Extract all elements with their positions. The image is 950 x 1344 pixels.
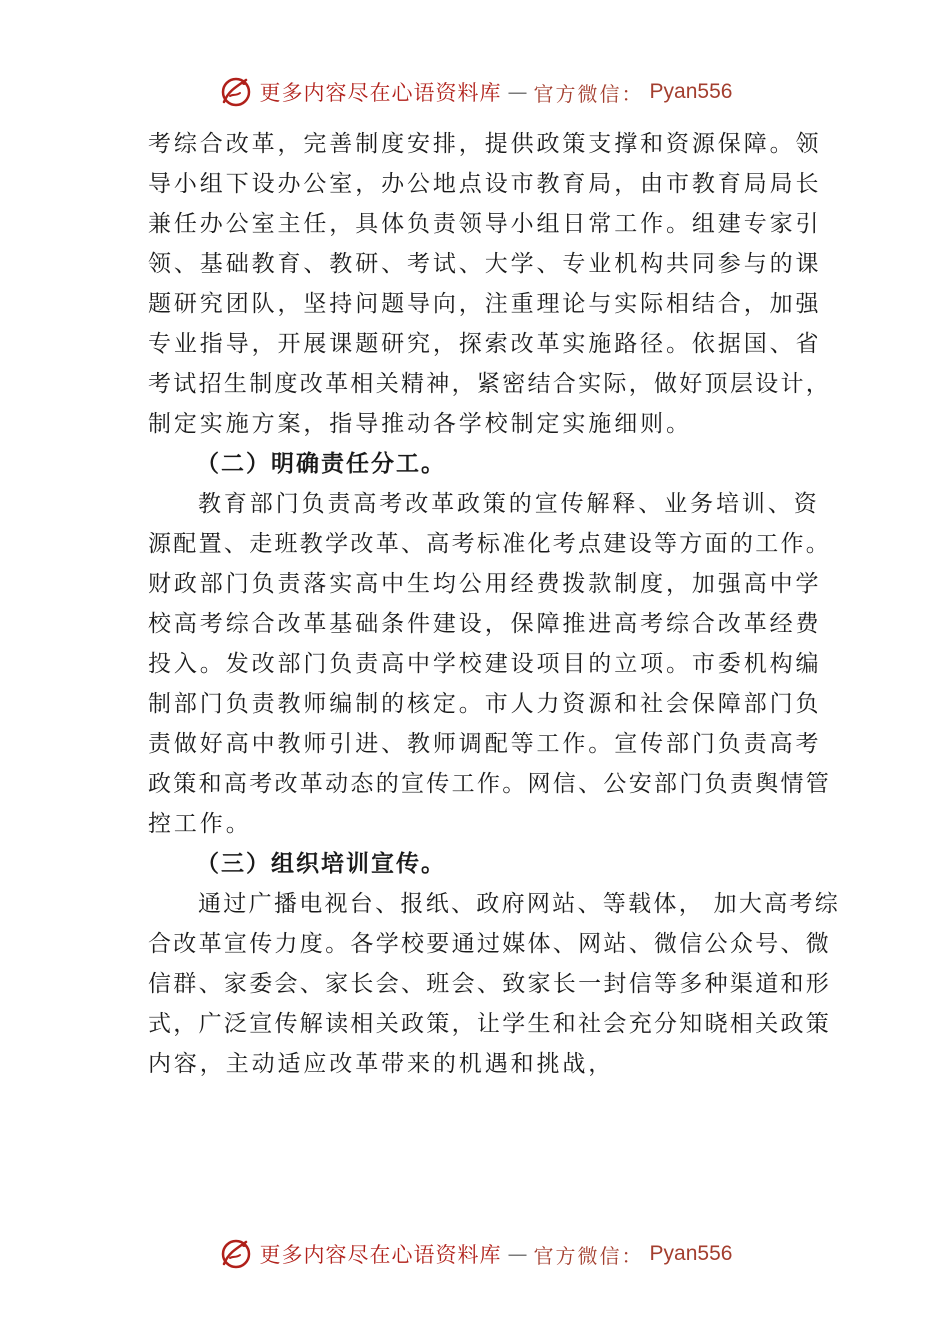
para1-line: 兼任办公室主任，具体负责领导小组日常工作。组建专家引 — [148, 211, 822, 237]
header-banner — [0, 70, 950, 114]
footer-brand-text: 更多内容尽在心语资料库 — [259, 1243, 502, 1267]
para3-line: 通过广播电视台、报纸、政府网站、等载体， 加大高考综 — [198, 891, 841, 917]
para2-line: 控工作。 — [148, 811, 252, 837]
para2-line: 教育部门负责高考改革政策的宣传解释、业务培训、资 — [198, 491, 820, 517]
para2-line: 财政部门负责落实高中生均公用经费拨款制度，加强高中学 — [148, 571, 822, 597]
para2-line: 政策和高考改革动态的宣传工作。网信、公安部门负责舆情管 — [148, 771, 832, 797]
para1-line: 制定实施方案，指导推动各学校制定实施细则。 — [148, 411, 692, 437]
para3-line: 式，广泛宣传解读相关政策，让学生和社会充分知晓相关政策 — [148, 1011, 832, 1037]
para1-line: 导小组下设办公室，办公地点设市教育局，由市教育局局长 — [148, 171, 822, 197]
para2-line: 校高考综合改革基础条件建设，保障推进高考综合改革经费 — [148, 611, 822, 637]
header-dash: — — [507, 80, 528, 104]
footer-official-label: 官方微信： — [533, 1243, 644, 1268]
hand-pen-logo-icon — [218, 1236, 254, 1272]
para2-line: 责做好高中教师引进、教师调配等工作。宣传部门负责高考 — [148, 731, 822, 757]
footer-banner — [0, 1232, 950, 1276]
para3-line: 合改革宣传力度。各学校要通过媒体、网站、微信公众号、微 — [148, 931, 832, 957]
document-body — [148, 124, 841, 1084]
para3-line: 信群、家委会、家长会、班会、致家长一封信等多种渠道和形 — [148, 971, 832, 997]
para1-line: 领、基础教育、教研、考试、大学、专业机构共同参与的课 — [148, 251, 822, 277]
section-heading-3: （三）组织培训宣传。 — [196, 850, 446, 877]
para1-line: 专业指导，开展课题研究，探索改革实施路径。依据国、省 — [148, 331, 822, 357]
para1-line: 题研究团队，坚持问题导向，注重理论与实际相结合，加强 — [148, 291, 822, 317]
para1-line: 考试招生制度改革相关精神，紧密结合实际，做好顶层设计， — [148, 371, 832, 397]
para2-line: 制部门负责教师编制的核定。市人力资源和社会保障部门负 — [148, 691, 822, 717]
para2-line: 投入。发改部门负责高中学校建设项目的立项。市委机构编 — [148, 651, 822, 677]
para3-line: 内容，主动适应改革带来的机遇和挑战， — [148, 1051, 615, 1077]
header-wechat-id: Pyan556 — [649, 80, 733, 103]
hand-pen-logo-icon — [218, 74, 254, 110]
para2-line: 源配置、走班教学改革、高考标准化考点建设等方面的工作。 — [148, 531, 832, 557]
header-brand-text: 更多内容尽在心语资料库 — [259, 81, 502, 105]
footer-dash: — — [507, 1242, 528, 1266]
header-official-label: 官方微信： — [533, 81, 644, 106]
section-heading-2: （二）明确责任分工。 — [196, 450, 446, 477]
footer-wechat-id: Pyan556 — [649, 1242, 733, 1265]
para1-line: 考综合改革，完善制度安排，提供政策支撑和资源保障。领 — [148, 131, 822, 157]
